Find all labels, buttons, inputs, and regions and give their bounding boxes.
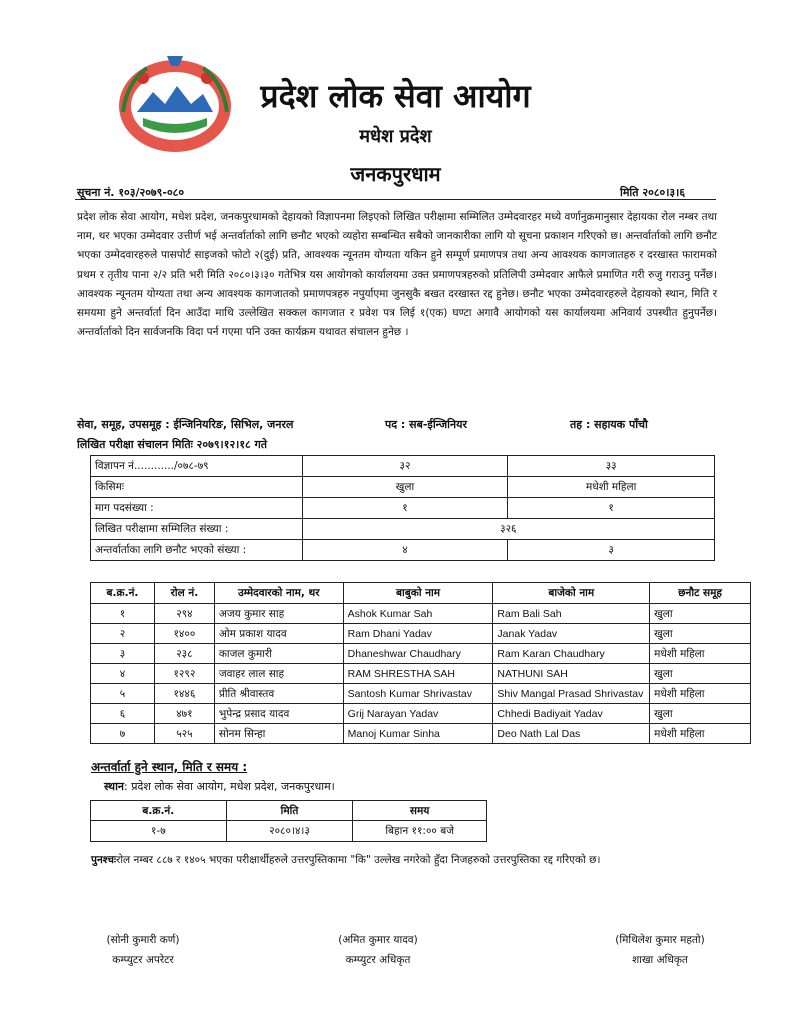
interview-schedule-table xyxy=(90,800,487,842)
table-row xyxy=(91,604,751,624)
candidate-name: सोनम सिन्हा xyxy=(214,724,343,744)
stats-value: १ xyxy=(302,498,508,519)
serial-number: ७ xyxy=(91,724,155,744)
stats-label: अन्तर्वार्ताका लागि छनौट भएको संख्या : xyxy=(91,540,303,561)
venue-text: : प्रदेश लोक सेवा आयोग, मधेश प्रदेश, जनकपुरधाम। xyxy=(124,780,335,793)
signature-block xyxy=(590,930,730,970)
notice-date: मिति २०८०।३।६ xyxy=(620,186,686,199)
stats-value: खुला xyxy=(302,477,508,498)
table-row xyxy=(91,477,715,498)
father-name: Santosh Kumar Shrivastav xyxy=(343,684,493,704)
city-name: जनकपुरधाम xyxy=(350,162,441,186)
signatory-name: (मिथिलेश कुमार महतो) xyxy=(615,934,705,946)
column-header: मिति xyxy=(226,801,353,821)
signatory-role: कम्प्युटर अपरेटर xyxy=(112,954,174,966)
grandfather-name: Deo Nath Lal Das xyxy=(493,724,650,744)
post-name: पद : सब-ईन्जिनियर xyxy=(385,418,467,431)
signatory-name: (अमित कुमार यादव) xyxy=(338,934,418,946)
addendum-label: पुनश्चः xyxy=(91,854,117,866)
selection-group: मधेशी महिला xyxy=(650,644,751,664)
father-name: Grij Narayan Yadav xyxy=(343,704,493,724)
stats-label: लिखित परीक्षामा सम्मिलित संख्या : xyxy=(91,519,303,540)
stats-value: मधेशी महिला xyxy=(508,477,715,498)
father-name: Ram Dhani Yadav xyxy=(343,624,493,644)
stats-value: ४ xyxy=(302,540,508,561)
column-header: छनौट समूह xyxy=(650,583,751,604)
column-header: बाजेको नाम xyxy=(493,583,650,604)
roll-number: १४०० xyxy=(154,624,214,644)
addendum-note xyxy=(91,853,600,867)
signature-block xyxy=(308,930,448,970)
grandfather-name: Ram Bali Sah xyxy=(493,604,650,624)
stats-value: ३२ xyxy=(302,456,508,477)
grandfather-name: Shiv Mangal Prasad Shrivastav xyxy=(493,684,650,704)
roll-number: ४७१ xyxy=(154,704,214,724)
signatory-role: कम्प्युटर अधिकृत xyxy=(345,954,411,966)
signatory-role: शाखा अधिकृत xyxy=(632,954,688,966)
signature-block xyxy=(78,930,208,970)
column-header: ब.क्र.नं. xyxy=(91,583,155,604)
table-row xyxy=(91,821,487,842)
service-group: सेवा, समूह, उपसमूह : ईन्जिनियरिङ, सिभिल, जनरल xyxy=(77,418,294,431)
column-header: ब.क्र.नं. xyxy=(91,801,227,821)
post-level: तह : सहायक पाँचौ xyxy=(570,418,648,431)
signatory-name: (सोनी कुमारी कर्ण) xyxy=(106,934,180,946)
candidate-name: ओम प्रकाश यादव xyxy=(214,624,343,644)
stats-label: माग पदसंख्या : xyxy=(91,498,303,519)
table-row xyxy=(91,540,715,561)
serial-number: ३ xyxy=(91,644,155,664)
serial-number: २ xyxy=(91,624,155,644)
father-name: Manoj Kumar Sinha xyxy=(343,724,493,744)
selection-group: मधेशी महिला xyxy=(650,724,751,744)
grandfather-name: NATHUNI SAH xyxy=(493,664,650,684)
stats-value: १ xyxy=(508,498,715,519)
column-header: समय xyxy=(353,801,487,821)
column-header: उम्मेदवारको नाम, थर xyxy=(214,583,343,604)
table-row xyxy=(91,724,751,744)
table-row xyxy=(91,684,751,704)
header-divider xyxy=(75,199,716,200)
table-header-row xyxy=(91,583,751,604)
candidate-name: भुपेन्द्र प्रसाद यादव xyxy=(214,704,343,724)
selection-group: खुला xyxy=(650,624,751,644)
commission-title: प्रदेश लोक सेवा आयोग xyxy=(260,77,531,115)
column-header: बाबुको नाम xyxy=(343,583,493,604)
advertisement-stats-table xyxy=(90,455,715,561)
roll-number: २३८ xyxy=(154,644,214,664)
addendum-text: रोल नम्बर ८८७ र १४०५ भएका परीक्षार्थीहरुले उत्तरपुस्तिकामा "कि" उल्लेख नगरेको हुँदा निजहरुको उत्तरपुस्तिका रद्द गरिएको छ। xyxy=(116,854,601,866)
interview-heading: अन्तर्वार्ता हुने स्थान, मिति र समय : xyxy=(91,760,248,774)
father-name: Ashok Kumar Sah xyxy=(343,604,493,624)
roll-number: २९४ xyxy=(154,604,214,624)
serial-number: ४ xyxy=(91,664,155,684)
table-row xyxy=(91,644,751,664)
grandfather-name: Ram Karan Chaudhary xyxy=(493,644,650,664)
venue-label: स्थान xyxy=(104,780,125,793)
selected-candidates-table xyxy=(90,582,751,744)
table-row xyxy=(91,519,715,540)
candidate-name: प्रीति श्रीवास्तव xyxy=(214,684,343,704)
table-row xyxy=(91,664,751,684)
serial-number: ५ xyxy=(91,684,155,704)
table-row xyxy=(91,704,751,724)
stats-value: ३३ xyxy=(508,456,715,477)
stats-value: ३ xyxy=(508,540,715,561)
selection-group: खुला xyxy=(650,664,751,684)
table-row xyxy=(91,456,715,477)
stats-value: ३२६ xyxy=(302,519,714,540)
grandfather-name: Janak Yadav xyxy=(493,624,650,644)
notice-body: प्रदेश लोक सेवा आयोग, मधेश प्रदेश, जनकपुरधामको देहायको विज्ञापनमा लिइएको लिखित परीक्षामा सम्मिलित उम्मेदवारहर मध्ये वर्णानुक्रमानुसार देहायका रोल नम्बर तथा नाम, थर भएका उम्मेदवार उत्तीर्ण भई अन्तर्वार्ताको लागि छनौट भएको व्यहोरा सम्बन्धित सबैको जानकारीका लागि यो सूचना प्रकाशन गरिएको छ। अन्तर्वार्ताको लागि छनौट भएका उम्मेदवारहरुले पासपोर्ट साइजको फोटो २(दुई) प्रति, आवश्यक न्यूनतम योग्यता यकिन हुने सम्पूर्ण प्रमाणपत्र तथा अन्य आवश्यक कागजातहरु र दरखास्त फारामको प्रथम र तृतीय पाना २/२ प्रति भरी मिति २०८०।३।३० गतेभित्र यस आयोगको कार्यालयमा उक्त प्रमाणपत्रहरुको प्रतिलिपी उम्मेदवार आफैले प्रमाणित गरी रुजु गराउनु पर्नेछ। आवश्यक न्यूनतम योग्यता तथा अन्य आवश्यक कागजातको प्रमाणपत्रहरु नपुर्याएमा जुनसुकै बखत दरखास्त रद्द हुनेछ। छनौट भएका उम्मेदवारहरुले देहायको स्थान, मिति र समयमा हुने अन्तर्वार्ता दिन आउँदा माथि उल्लेखित सक्कल कागजात र प्रवेश पत्र लिई १(एक) घण्टा अगावै आयोगको यस कार्यालयमा अनिवार्य उपस्थीत हुनुपर्नेछ। अन्तर्वार्ताको दिन सार्वजनकि विदा पर्न गएमा पनि उक्त कार्यक्रम यथावत संचालन हुनेछ । xyxy=(77,211,717,339)
notice-number: सूचना नं. १०३/२०७९-०८० xyxy=(77,186,185,199)
candidate-name: अजय कुमार साह xyxy=(214,604,343,624)
candidate-name: काजल कुमारी xyxy=(214,644,343,664)
serial-number: ६ xyxy=(91,704,155,724)
selection-group: मधेशी महिला xyxy=(650,684,751,704)
roll-number: ५२५ xyxy=(154,724,214,744)
interview-venue xyxy=(104,779,335,794)
father-name: RAM SHRESTHA SAH xyxy=(343,664,493,684)
province-name: मधेश प्रदेश xyxy=(359,126,432,147)
table-header-row xyxy=(91,801,487,821)
father-name: Dhaneshwar Chaudhary xyxy=(343,644,493,664)
schedule-time: बिहान ११:०० बजे xyxy=(353,821,487,842)
selection-group: खुला xyxy=(650,604,751,624)
serial-number: १ xyxy=(91,604,155,624)
grandfather-name: Chhedi Badiyait Yadav xyxy=(493,704,650,724)
schedule-date: २०८०।४।३ xyxy=(226,821,353,842)
stats-label: विज्ञापन नं............/०७८-७९ xyxy=(91,456,303,477)
stats-label: किसिमः xyxy=(91,477,303,498)
table-row xyxy=(91,498,715,519)
exam-date: लिखित परीक्षा संचालन मितिः २०७९।१२।१८ गते xyxy=(77,438,268,451)
table-row xyxy=(91,624,751,644)
roll-number: १२९२ xyxy=(154,664,214,684)
selection-group: खुला xyxy=(650,704,751,724)
schedule-sn: १-७ xyxy=(91,821,227,842)
roll-number: १४४६ xyxy=(154,684,214,704)
candidate-name: जवाहर लाल साह xyxy=(214,664,343,684)
column-header: रोल नं. xyxy=(154,583,214,604)
